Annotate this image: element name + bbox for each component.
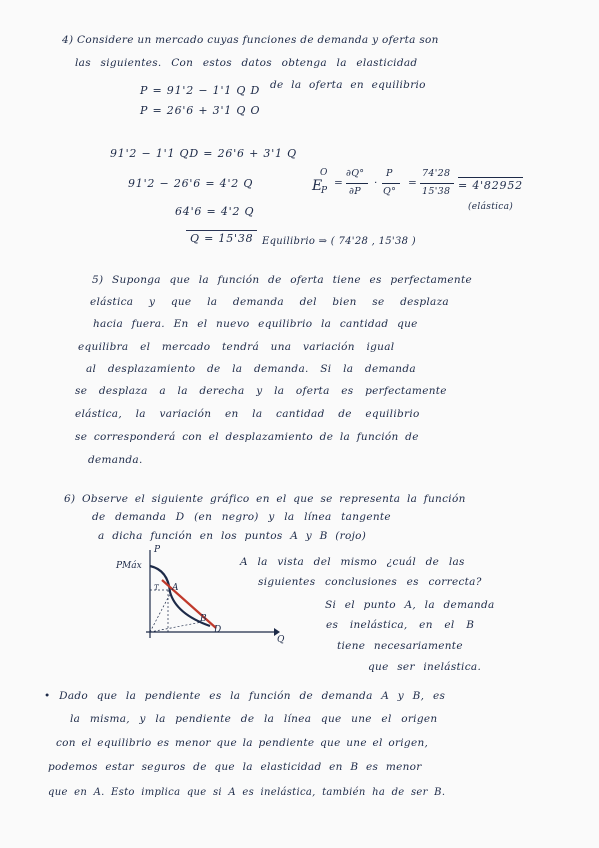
q4-elasticity-note: (elástica) [468, 202, 514, 212]
pmax-label: PMáx [116, 561, 142, 571]
q4-result-quantity: Q = 15'38 [186, 230, 257, 245]
q6-right-line: A la vista del mismo ¿cuál de las [240, 556, 465, 568]
frac1-num: ∂Q° [346, 168, 365, 179]
q6-right-line: tiene necesariamente [337, 640, 463, 652]
q6-line: a dicha función en los puntos A y B (rojo) [98, 530, 367, 542]
q6-right-line: siguientes conclusiones es correcta? [258, 576, 482, 588]
q-axis-label: Q [277, 635, 285, 645]
q6-line: 6) Observe el siguiente gráfico en el que se representa la función [64, 493, 466, 505]
elasticity-sub: P [321, 186, 328, 196]
q4-step-2: 91'2 − 26'6 = 4'2 Q [128, 177, 254, 190]
demand-graph [106, 542, 286, 652]
equals-sign-2: = [408, 177, 418, 189]
equals-sign: = [334, 177, 344, 189]
q5-line: al desplazamiento de la demanda. Si la demanda [86, 363, 416, 375]
answer-line: que en A. Esto implica que si A es inelástica, también ha de ser B. [48, 787, 446, 798]
q4-step-1: 91'2 − 1'1 QD = 26'6 + 3'1 Q [110, 147, 297, 160]
frac3-den: 15'38 [422, 186, 451, 197]
q4-demand-equation: P = 91'2 − 1'1 Q D [140, 84, 261, 97]
q6-right-line: que ser inelástica. [368, 661, 482, 673]
q6-right-line: Si el punto A, la demanda [325, 599, 495, 611]
frac3-bar [420, 183, 454, 184]
q5-line: se corresponderá con el desplazamiento de la función de [75, 431, 419, 443]
point-d-label: D [214, 625, 222, 635]
frac1-bar [346, 183, 368, 184]
q4-elasticity-formula [312, 164, 552, 224]
point-a-label: A [172, 583, 179, 593]
q5-line: hacia fuera. En el nuevo equilibrio la cantidad que [93, 318, 418, 330]
q6-line: de demanda D (en negro) y la línea tangente [92, 511, 391, 523]
frac1-den: ∂P [349, 186, 361, 197]
tangent-line [162, 580, 216, 628]
q5-line: elástica y que la demanda del bien se desplaza [90, 296, 449, 308]
frac2-bar [382, 183, 400, 184]
frac2-den: Q° [383, 186, 397, 197]
q5-line: 5) Suponga que la función de oferta tiene es perfectamente [92, 274, 473, 286]
answer-line: con el equilibrio es menor que la pendiente que une el origen, [56, 737, 429, 749]
answer-line: • Dado que la pendiente es la función de demanda A y B, es [44, 690, 446, 702]
q4-line-3: de la oferta en equilibrio [270, 79, 426, 91]
frac2-num: P [386, 168, 393, 179]
point-t-label: T [154, 584, 159, 592]
point-b-label: B [200, 614, 207, 624]
dashed-origin-line [150, 594, 170, 632]
q4-step-3: 64'6 = 4'2 Q [175, 205, 255, 218]
answer-line: podemos estar seguros de que la elasticidad en B es menor [48, 761, 422, 773]
q5-line: equilibra el mercado tendrá una variación igual [78, 341, 395, 353]
dashed-origin-line [150, 622, 202, 632]
q5-line: se desplaza a la derecha y la oferta es perfectamente [75, 385, 447, 397]
q4-line-2: las siguientes. Con estos datos obtenga la elasticidad [75, 57, 418, 69]
elasticity-symbol: E [312, 178, 324, 194]
q4-equilibrium: Equilibrio ⇒ ( 74'28 , 15'38 ) [262, 236, 416, 247]
answer-line: la misma, y la pendiente de la línea que une el origen [70, 713, 438, 725]
dot-sign: · [374, 177, 378, 189]
q4-line-1: 4) Considere un mercado cuyas funciones de demanda y oferta son [62, 34, 439, 46]
frac3-num: 74'28 [422, 168, 451, 179]
q5-line: demanda. [88, 454, 143, 466]
p-axis-label: P [154, 545, 161, 555]
elasticity-sup: O [320, 168, 328, 178]
q6-right-line: es inelástica, en el B [326, 619, 475, 631]
q4-supply-equation: P = 26'6 + 3'1 Q O [140, 104, 261, 117]
elasticity-value: = 4'82952 [458, 179, 523, 192]
q5-line: elástica, la variación en la cantidad de equilibrio [75, 408, 420, 420]
